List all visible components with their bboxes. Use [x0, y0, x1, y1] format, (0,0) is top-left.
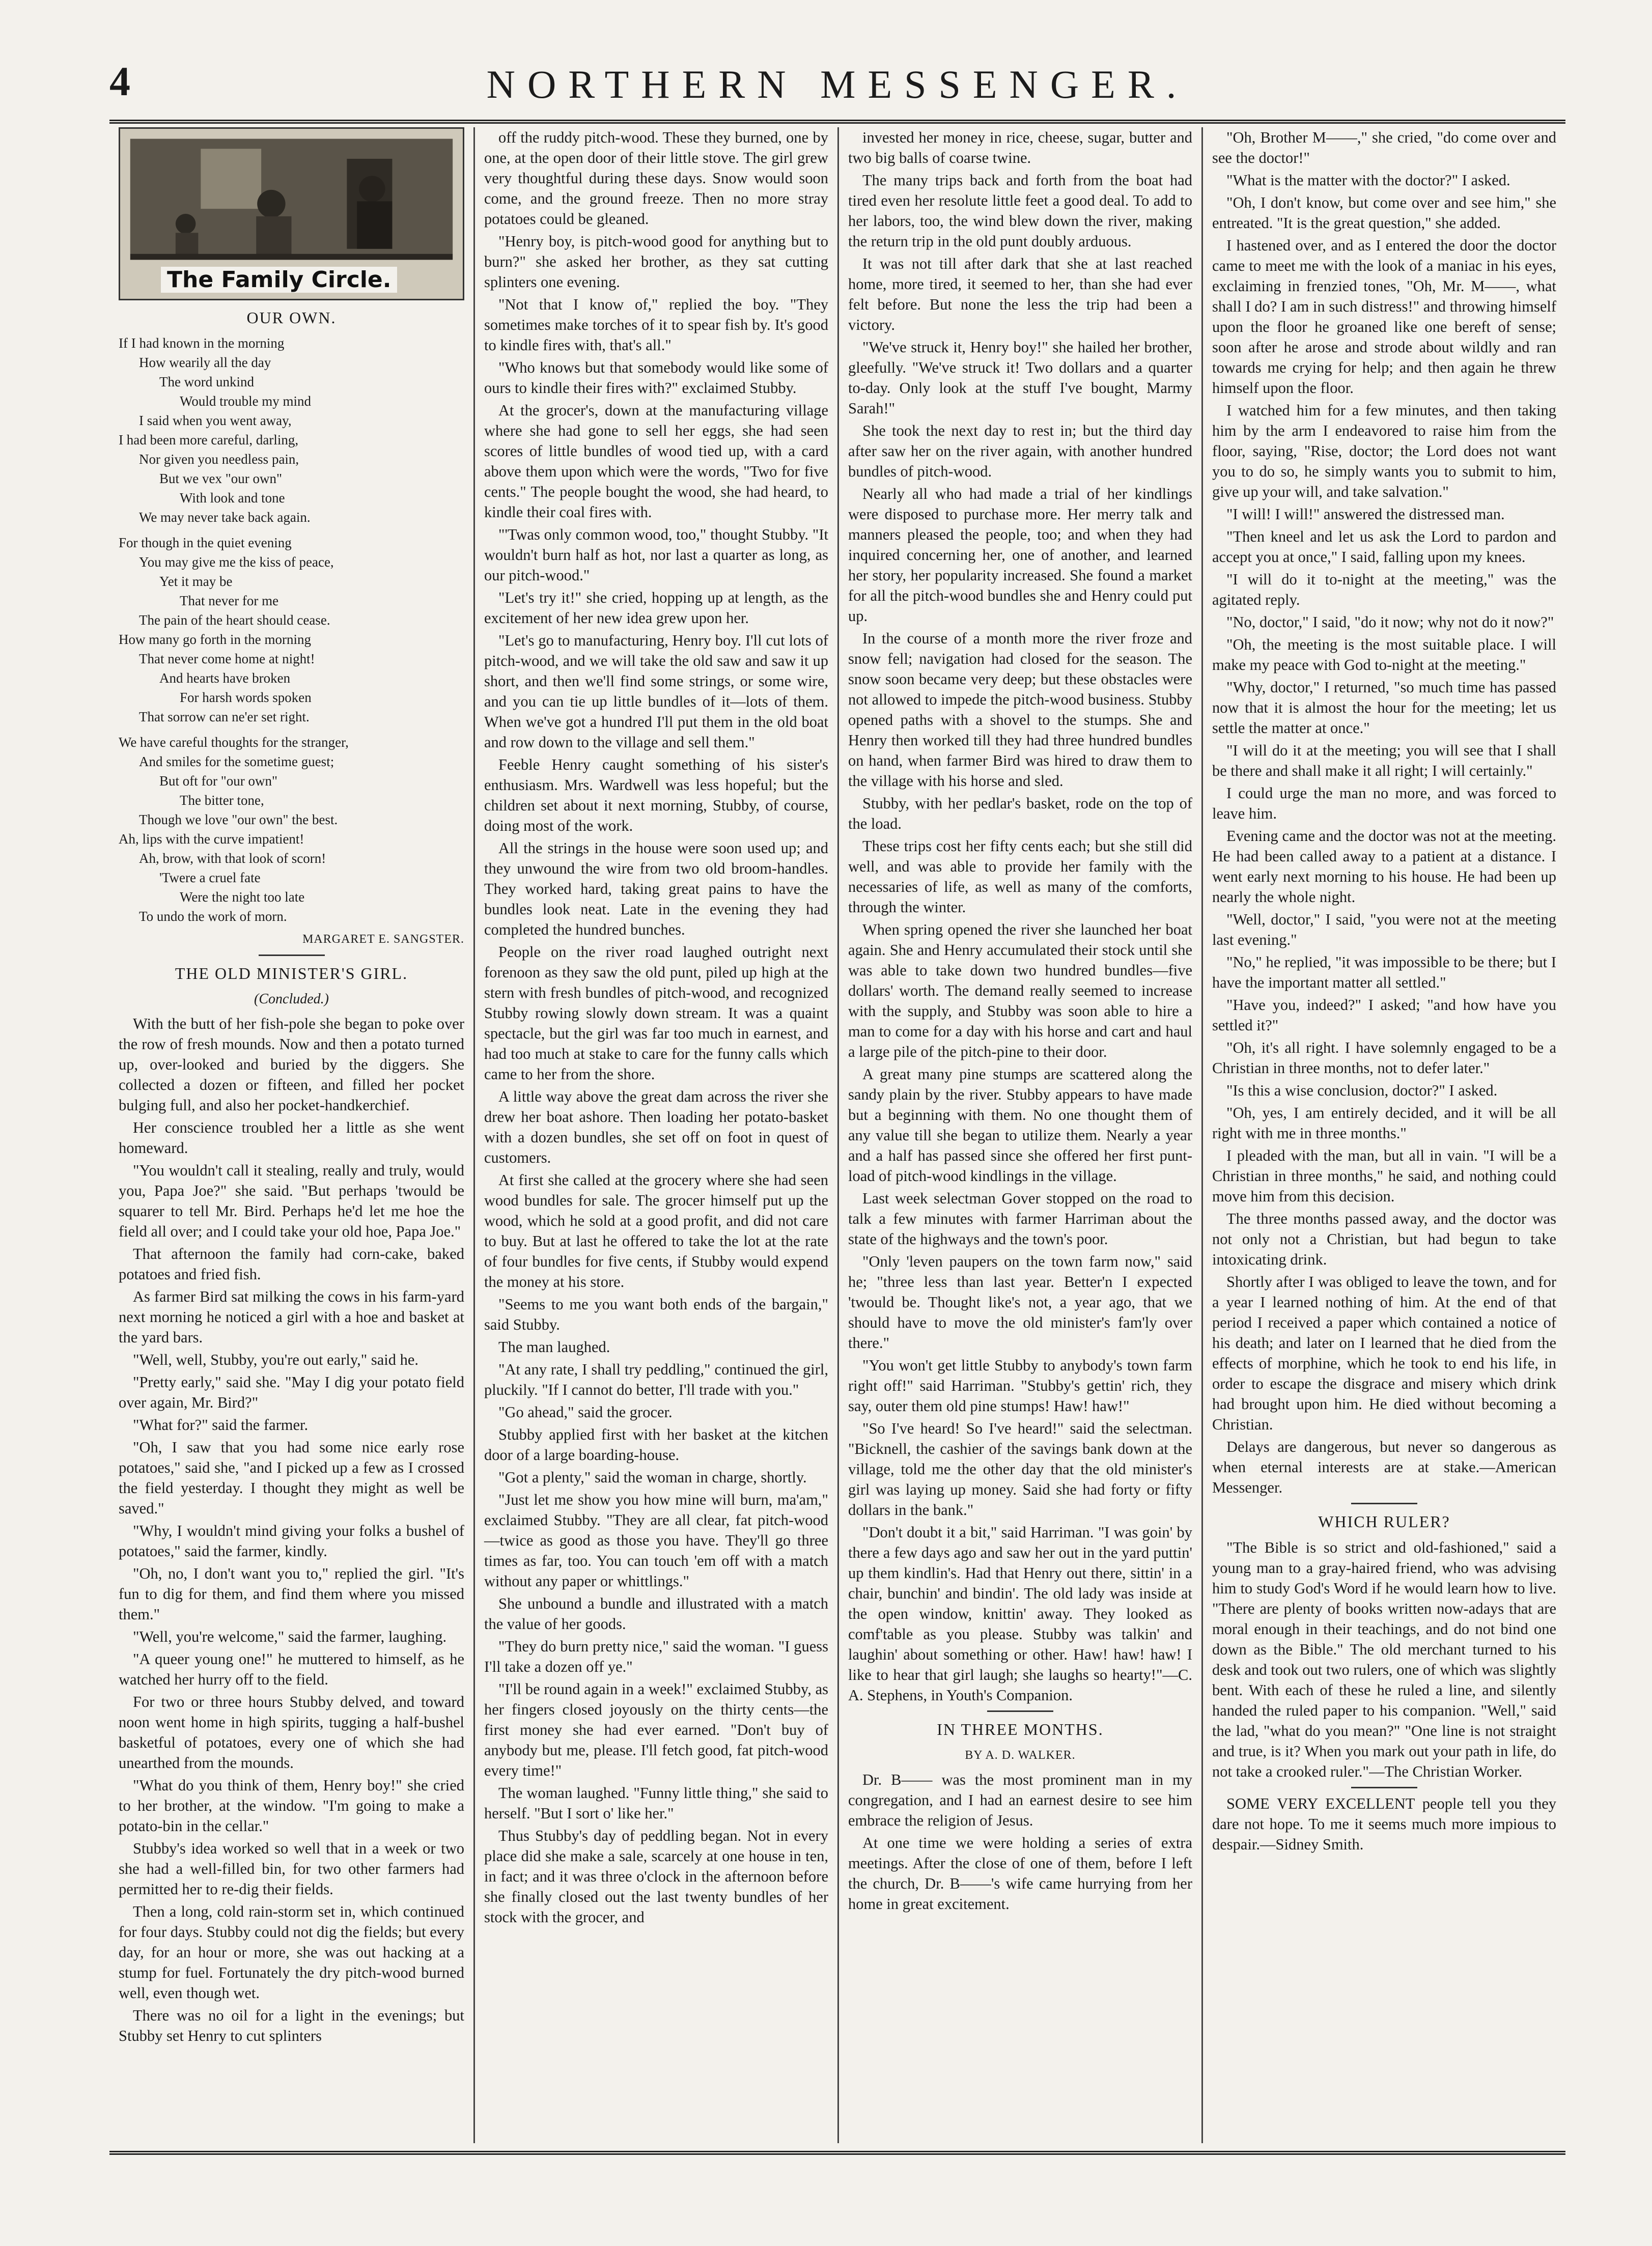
story-paragraph: The woman laughed. "Funny little thing," she said to herself. "But I sort o' like her.": [484, 1784, 828, 1822]
story-paragraph: "A queer young one!" he muttered to himself, as he watched her hurry off to the field.: [119, 1650, 464, 1688]
story-paragraph: "Got a plenty," said the woman in charge, shortly.: [498, 1469, 807, 1486]
poem-line: The word unkind: [159, 374, 254, 389]
filler-paragraph: SOME VERY EXCELLENT people tell you they dare not hope. To me it seems much more impious to despair.—Sidney Smith.: [1212, 1795, 1556, 1853]
three-months-paragraph: "Why, doctor," I returned, "so much time has passed now that it is almost the hour for the meeting; let us settle the matter at once.": [1212, 679, 1556, 737]
three-months-paragraph: I hastened over, and as I entered the door the doctor came to meet me with the look of a maniac in his eyes, exclaiming in frenzied tones, "Oh, Mr. M——, what shall I do? I am in such distress!" and throwing himself upon the floor he groaned like one bereft of sense; soon after he arose and strode about wildly and ran towards me crying for help; and then again he threw himself upon the floor.: [1212, 237, 1556, 397]
three-months-body-col3: [848, 1770, 1192, 1914]
which-ruler-body: [1212, 1537, 1556, 1782]
story-paragraph: Then a long, cold rain-storm set in, which continued for four days. Stubby could not dig the fields; but every day, for an hour or more, she was out hacking at a stump for fuel. Fortunately the dry pitch-wood burned well, even though wet.: [119, 1903, 464, 2002]
poem-line: Would trouble my mind: [180, 394, 312, 409]
column-3: [837, 127, 1201, 2143]
which-ruler-paragraph: "The Bible is so strict and old-fashioned," said a young man to a gray-haired friend, who was advising him to study God's Word if he would learn how to live. "There are plenty of books written now-adays that are moral enough in their teachings, and do not bind one down as the Bible." The old merchant turned to his desk and took out two rulers, one of which was slightly bent. With each of these he ruled a line, and silently handed the ruled paper to his companion. "Well," said the lad, "what do you mean?" "One line is not straight and true, is it? When you mark out your path in life, do not take a crooked ruler."—The Christian Worker.: [1212, 1539, 1556, 1780]
story-paragraph: "Go ahead," said the grocer.: [498, 1403, 673, 1421]
poem-line: Ah, lips with the curve impatient!: [119, 831, 304, 847]
poem-line: How many go forth in the morning: [119, 632, 311, 647]
story-paragraph: invested her money in rice, cheese, sugar, butter and two big balls of coarse twine.: [848, 129, 1192, 166]
three-months-paragraph: "I will! I will!" answered the distressed man.: [1226, 506, 1505, 523]
poem-line: We have careful thoughts for the stranger,: [119, 735, 349, 750]
three-months-paragraph: "Oh, Brother M——," she cried, "do come over and see the doctor!": [1212, 129, 1556, 166]
story-paragraph: These trips cost her fifty cents each; but she still did well, and was able to provide her family with the necessaries of life, as well as many of the comforts, through the winter.: [848, 837, 1192, 916]
which-ruler-title: WHICH RULER?: [1318, 1512, 1450, 1531]
story-paragraph: That afternoon the family had corn-cake, baked potatoes and fried fish.: [119, 1245, 464, 1283]
story-paragraph: When spring opened the river she launched her boat again. She and Henry accumulated their stock until she was able to take down two hundred bundles—five dollars' worth. The demand really seemed to increase with the supply, and Stubby was soon able to hire a man to come for a day with his horse and cart and haul a large pile of the pitch-pine to their door.: [848, 921, 1192, 1060]
story-paragraph: "Let's go to manufacturing, Henry boy. I'll cut lots of pitch-wood, and we will take the old saw and saw it up short, and then we'll find some strings, or some wire, and you can tie up little bundles of it—lots of them. When we've got a hundred I'll put them in the old boat and row down to the village and sell them.": [484, 632, 828, 751]
page-number: 4: [109, 58, 130, 104]
poem-line: 'Twere a cruel fate: [159, 870, 261, 885]
poem-title: OUR OWN.: [246, 308, 337, 327]
story-paragraph: "Oh, no, I don't want you to," replied the girl. "It's fun to dig for them, and find them where you missed them.": [119, 1565, 464, 1623]
story-paragraph: "Pretty early," said she. "May I dig your potato field over again, Mr. Bird?": [119, 1373, 464, 1411]
story-body-col3: [848, 127, 1192, 1705]
story-paragraph: off the ruddy pitch-wood. These they burned, one by one, at the open door of their little stove. The girl grew very thoughtful during these days. Snow would soon come, and the ground freeze. Then no more stray potatoes could be gleaned.: [484, 129, 828, 228]
three-months-body-col4: [1212, 127, 1556, 1498]
story-paragraph: "Only 'leven paupers on the town farm now," said he; "three less than last year. Better'n I expected 'twould be. Thought like's not, a year ago, that we should have to move the old minister's fam'ly over there.": [848, 1253, 1192, 1352]
story-paragraph: For two or three hours Stubby delved, and toward noon went home in high spirits, tugging a half-bushel basketful of potatoes, every one of which she had unearthed from the mounds.: [119, 1693, 464, 1772]
three-months-paragraph: I could urge the man no more, and was forced to leave him.: [1212, 784, 1556, 822]
three-months-paragraph: "Is this a wise conclusion, doctor?" I asked.: [1226, 1082, 1498, 1099]
story-paragraph: There was no oil for a light in the evenings; but Stubby set Henry to cut splinters: [119, 2007, 464, 2044]
poem-line: Were the night too late: [180, 889, 305, 905]
story-paragraph: "Just let me show you how mine will burn, ma'am," exclaimed Stubby. "They are all clear, fat pitch-wood—twice as good as those you have. They'll go three times as far, too. You can touch 'em off with a match without any paper or whittlings.": [484, 1491, 828, 1590]
poem-author: MARGARET E. SANGSTER.: [302, 933, 464, 946]
column-1: [109, 127, 473, 2143]
story-note: (Concluded.): [254, 991, 329, 1007]
three-months-title: IN THREE MONTHS.: [937, 1720, 1104, 1738]
three-months-paragraph: "Well, doctor," I said, "you were not at the meeting last evening.": [1212, 911, 1556, 948]
divider: [1351, 1503, 1417, 1504]
story-paragraph: "They do burn pretty nice," said the woman. "I guess I'll take a dozen off ye.": [484, 1638, 828, 1675]
story-paragraph: It was not till after dark that she at last reached home, more tired, it seemed to her, than she had ever felt before. But none the less the trip had been a victory.: [848, 255, 1192, 333]
poem-line: You may give me the kiss of peace,: [139, 554, 334, 570]
poem-line: For though in the quiet evening: [119, 535, 292, 550]
three-months-byline: BY A. D. WALKER.: [965, 1749, 1076, 1762]
three-months-paragraph: "Have you, indeed?" I asked; "and how have you settled it?": [1212, 996, 1556, 1034]
story-paragraph: Nearly all who had made a trial of her kindlings were disposed to purchase more. Her merry talk and manners pleased the people, too; and when they had inquired concerning her, one of another, and learned her story, her popularity increased. She found a market for all the pitch-wood bundles she and Henry could put up.: [848, 485, 1192, 625]
poem-line: With look and tone: [180, 490, 285, 506]
three-months-paragraph: I watched him for a few minutes, and then taking him by the arm I endeavored to raise him from the floor, saying, "Rise, doctor; the Lord does not want you to do so, he simply wants you to submit to him, give up your will, and take salvation.": [1212, 402, 1556, 500]
poem-line: But we vex "our own": [159, 471, 283, 486]
three-months-paragraph: Shortly after I was obliged to leave the town, and for a year I learned nothing of him. At the end of that period I received a paper which contained a notice of his death; and later on I learned that he died from the effects of morphine, which he took to end his life, in order to escape the disgrace and misery which drink had brought upon him. He died without becoming a Christian.: [1212, 1273, 1556, 1433]
three-months-paragraph: "Then kneel and let us ask the Lord to pardon and accept you at once," I said, falling upon my knees.: [1212, 528, 1556, 566]
divider: [1351, 1787, 1417, 1788]
three-months-paragraph: Delays are dangerous, but never so dangerous as when eternal interests are at stake.—American Messenger.: [1212, 1438, 1556, 1496]
three-months-paragraph: "I will do it to-night at the meeting," was the agitated reply.: [1212, 571, 1556, 608]
poem-line: I had been more careful, darling,: [119, 432, 299, 447]
story-paragraph: Her conscience troubled her a little as she went homeward.: [119, 1119, 464, 1157]
story-paragraph: In the course of a month more the river froze and snow fell; navigation had closed for the season. The snow soon became very deep; but these obstacles were not allowed to impede the pitch-wood business. Stubby opened paths with a shovel to the stumps. She and Henry then worked till they had three hundred bundles on hand, when farmer Bird was hired to draw them to the village with his horse and sled.: [848, 630, 1193, 790]
three-months-paragraph: "What is the matter with the doctor?" I asked.: [1226, 172, 1510, 189]
poem-line: That never for me: [180, 593, 279, 608]
poem-line: The bitter tone,: [180, 793, 264, 808]
poem-line: If I had known in the morning: [119, 335, 285, 351]
bottom-rule: [109, 2151, 1565, 2164]
story-paragraph: "What do you think of them, Henry boy!" she cried to her brother, at the window. "I'm going to make a potato-bin in the cellar.": [119, 1777, 464, 1835]
story-paragraph: "Not that I know of," replied the boy. "They sometimes make torches of it to spear fish by. It's good to kindle fires with, that's all.": [484, 296, 828, 354]
story-paragraph: "Don't doubt it a bit," said Harriman. "I was goin' by there a few days ago and saw her out in the yard puttin' up them kindlin's. Had that Henry out there, sittin' in a chair, bunchin' and bindin'. The old lady was inside at the open window, knittin' away. They looked as comf'table as you please. Stubby was talkin' and laughin' about something or other. Haw! haw! haw! I like to hear that girl laugh; she laughs so hearty!"—C. A. Stephens, in Youth's Companion.: [848, 1524, 1192, 1704]
column-4: [1201, 127, 1565, 2143]
story-paragraph: "Well, well, Stubby, you're out early," said he.: [133, 1351, 419, 1368]
three-months-paragraph: Evening came and the doctor was not at the meeting. He had been called away to a patient at a distance. I went early next morning to his house. He had been up nearly the whole night.: [1212, 827, 1556, 906]
poem-line: The pain of the heart should cease.: [139, 612, 330, 628]
story-paragraph: A little way above the great dam across the river she drew her boat ashore. Then loading her potato-basket with a dozen bundles, she set off on foot in quest of customers.: [484, 1088, 828, 1166]
story-paragraph: "You wouldn't call it stealing, really and truly, would you, Papa Joe?" she said. "But perhaps 'twould be squarer to tell Mr. Bird. Perhaps he'd let me hoe the field all over; and I could take your old hoe, Papa Joe.": [119, 1162, 464, 1240]
story-paragraph: "What for?" said the farmer.: [133, 1416, 309, 1434]
masthead: [109, 48, 1565, 124]
story-paragraph: At first she called at the grocery where she had seen wood bundles for sale. The grocer himself put up the wood, which he sold at a good profit, and did not care to buy. But at last he offered to take the lot at the rate of four bundles for five cents, if Stubby would expend the money at his store.: [484, 1171, 828, 1290]
columns: [109, 127, 1565, 2143]
story-paragraph: Last week selectman Gover stopped on the road to talk a few minutes with farmer Harriman about the state of the highways and the town's poor.: [848, 1190, 1192, 1248]
three-months-paragraph: "No," he replied, "it was impossible to be there; but I have the important matter all settled.": [1212, 953, 1556, 991]
story-paragraph: "'Twas only common wood, too," thought Stubby. "It wouldn't burn half as hot, nor last a quarter as long, as our pitch-wood.": [484, 526, 828, 584]
story-paragraph: "We've struck it, Henry boy!" she hailed her brother, gleefully. "We've struck it! Two dollars and a quarter to-day. Only look at the stuff I've bought, Marmy Sarah!": [848, 339, 1192, 417]
divider: [987, 1710, 1053, 1712]
story-paragraph: "You won't get little Stubby to anybody's town farm right off!" said Harriman. "Stubby's gettin' rich, they say, outer them old pine stumps! Haw! haw!": [848, 1357, 1192, 1415]
story-paragraph: "Why, I wouldn't mind giving your folks a bushel of potatoes," said the farmer, kindly.: [119, 1522, 464, 1560]
story-paragraph: "Who knows but that somebody would like some of ours to kindle their fires with?" exclaimed Stubby.: [484, 359, 828, 397]
story-paragraph: Stubby applied first with her basket at the kitchen door of a large boarding-house.: [484, 1426, 828, 1464]
column-2: [473, 127, 837, 2143]
poem-body: [119, 333, 464, 926]
three-months-paragraph: "I will do it at the meeting; you will see that I shall be there and shall make it all right; I will certainly.": [1212, 742, 1556, 779]
three-months-paragraph: "Oh, yes, I am entirely decided, and it will be all right with me in three months.": [1212, 1104, 1556, 1142]
three-months-paragraph: "No, doctor," I said, "do it now; why not do it now?": [1226, 613, 1554, 631]
story-paragraph: "I'll be round again in a week!" exclaimed Stubby, as her fingers closed joyously on the thirty cents—the first money she had ever earned. "Don't buy of anybody but me, please. I'll fetch good, fat pitch-wood every time!": [484, 1680, 828, 1779]
story-paragraph: Thus Stubby's day of peddling began. Not in every place did she make a sale, scarcely at one house in ten, in fact; and it was three o'clock in the afternoon before she finally closed out the last twenty bundles of her stock with the grocer, and: [484, 1827, 828, 1926]
poem-line: Though we love "our own" the best.: [139, 812, 338, 827]
story-paragraph: She unbound a bundle and illustrated with a match the value of her goods.: [484, 1595, 828, 1633]
poem-line: For harsh words spoken: [180, 690, 312, 705]
story-paragraph: Stubby, with her pedlar's basket, rode on the top of the load.: [848, 795, 1192, 832]
story-body-col1: [119, 1014, 464, 2046]
three-months-paragraph: "Oh, the meeting is the most suitable place. I will make my peace with God to-night at the meeting.": [1212, 636, 1556, 673]
poem-line: Ah, brow, with that look of scorn!: [139, 851, 326, 866]
section-title: The Family Circle.: [161, 267, 397, 293]
story-title: THE OLD MINISTER'S GIRL.: [175, 964, 408, 982]
three-months-paragraph: I pleaded with the man, but all in vain. "I will be a Christian in three months," he said, and nothing could move him from this decision.: [1212, 1147, 1556, 1205]
story-paragraph: She took the next day to rest in; but the third day after saw her on the river again, with another hundred bundles of pitch-wood.: [848, 422, 1192, 480]
paper-title: NORTHERN MESSENGER.: [486, 62, 1189, 106]
poem-line: We may never take back again.: [139, 510, 311, 525]
story-paragraph: "So I've heard! So I've heard!" said the selectman. "Bicknell, the cashier of the savings bank down at the village, told me the other day that the old minister's girl was laying up money. Said she had forty or fifty dollars in the bank.": [848, 1420, 1192, 1519]
three-months-paragraph: The three months passed away, and the doctor was not only not a Christian, but had begun to take intoxicating drink.: [1212, 1210, 1556, 1268]
poem-line: That sorrow can ne'er set right.: [139, 709, 310, 724]
story-paragraph: "Let's try it!" she cried, hopping up at length, as the excitement of her new idea grew upon her.: [484, 589, 828, 627]
family-circle-illustration: [119, 127, 464, 300]
story-paragraph: All the strings in the house were soon used up; and they unwound the wire from two old broom-handles. They worked hard, taking great pains to have the bundles look neat. Late in the evening they had completed the hundred bunches.: [484, 839, 828, 938]
three-months-paragraph: Dr. B—— was the most prominent man in my congregation, and I had an earnest desire to see him embrace the religion of Jesus.: [848, 1771, 1192, 1829]
poem-line: I said when you went away,: [139, 413, 292, 428]
story-paragraph: At the grocer's, down at the manufacturing village where she had gone to sell her eggs, she had seen scores of little bundles of wood tied up, with a card above them upon which were the words, "Two for five cents." The people bought the wood, she had heard, to kindle their coal fires with.: [484, 402, 828, 521]
poem-line: And smiles for the sometime guest;: [139, 754, 334, 769]
story-paragraph: "Henry boy, is pitch-wood good for anything but to burn?" she asked her brother, as they sat cutting splinters one evening.: [484, 233, 828, 291]
story-body-col2: [484, 127, 828, 1927]
three-months-paragraph: At one time we were holding a series of extra meetings. After the close of one of them, before I left the church, Dr. B——'s wife came hurrying from her home in great excitement.: [848, 1834, 1192, 1913]
story-paragraph: "Seems to me you want both ends of the bargain," said Stubby.: [484, 1296, 828, 1333]
poem-line: Nor given you needless pain,: [139, 452, 299, 467]
story-paragraph: "Well, you're welcome," said the farmer, laughing.: [133, 1628, 447, 1645]
poem-line: But oft for "our own": [159, 773, 278, 789]
three-months-paragraph: "Oh, I don't know, but come over and see him," she entreated. "It is the great question," she added.: [1212, 194, 1556, 232]
poem-line: To undo the work of morn.: [139, 909, 287, 924]
story-paragraph: "At any rate, I shall try peddling," continued the girl, pluckily. "If I cannot do better, I'll trade with you.": [484, 1361, 828, 1398]
story-paragraph: Feeble Henry caught something of his sister's enthusiasm. Mrs. Wardwell was less hopeful; but the children set about it next morning, Stubby, of course, doing most of the work.: [484, 756, 828, 834]
poem-line: How wearily all the day: [139, 355, 271, 370]
story-paragraph: With the butt of her fish-pole she began to poke over the row of fresh mounds. Now and then a potato turned up, over-looked and buried by the diggers. She collected a dozen or fifteen, and filled her pocket bulging full, and also her pocket-handkerchief.: [119, 1015, 464, 1114]
story-paragraph: "Oh, I saw that you had some nice early rose potatoes," said she, "and I picked up a few as I crossed the field yesterday. I thought they might as well be saved.": [119, 1439, 464, 1517]
story-paragraph: People on the river road laughed outright next forenoon as they saw the old punt, piled up high at the stern with fresh bundles of pitch-wood, and recognized Stubby rowing slowly down stream. It was a quaint spectacle, but the girl was far too much in earnest, and had too much at stake to care for the funny calls which came to her from the shore.: [484, 943, 828, 1083]
three-months-paragraph: "Oh, it's all right. I have solemnly engaged to be a Christian in three months, not to defer later.": [1212, 1039, 1556, 1077]
divider: [259, 954, 325, 956]
story-paragraph: The many trips back and forth from the boat had tired even her resolute little feet a good deal. To add to her labors, too, the wind blew down the river, making the return trip in the old punt doubly arduous.: [848, 172, 1192, 250]
poem-line: Yet it may be: [159, 574, 233, 589]
poem-line: And hearts have broken: [159, 670, 291, 686]
story-paragraph: As farmer Bird sat milking the cows in his farm-yard next morning he noticed a girl with a hoe and basket at the yard bars.: [119, 1288, 464, 1346]
poem-line: That never come home at night!: [139, 651, 315, 666]
story-paragraph: The man laughed.: [498, 1338, 610, 1356]
story-paragraph: Stubby's idea worked so well that in a week or two she had a well-filled bin, for two other farmers had permitted her to re-dig their fields.: [119, 1840, 464, 1898]
story-paragraph: A great many pine stumps are scattered along the sandy plain by the river. Stubby appears to have made but a beginning with them. No one thought them of any value till she began to utilize them. Nearly a year and a half has passed since she offered her first punt-load of pitch-wood kindlings in the village.: [848, 1065, 1192, 1185]
